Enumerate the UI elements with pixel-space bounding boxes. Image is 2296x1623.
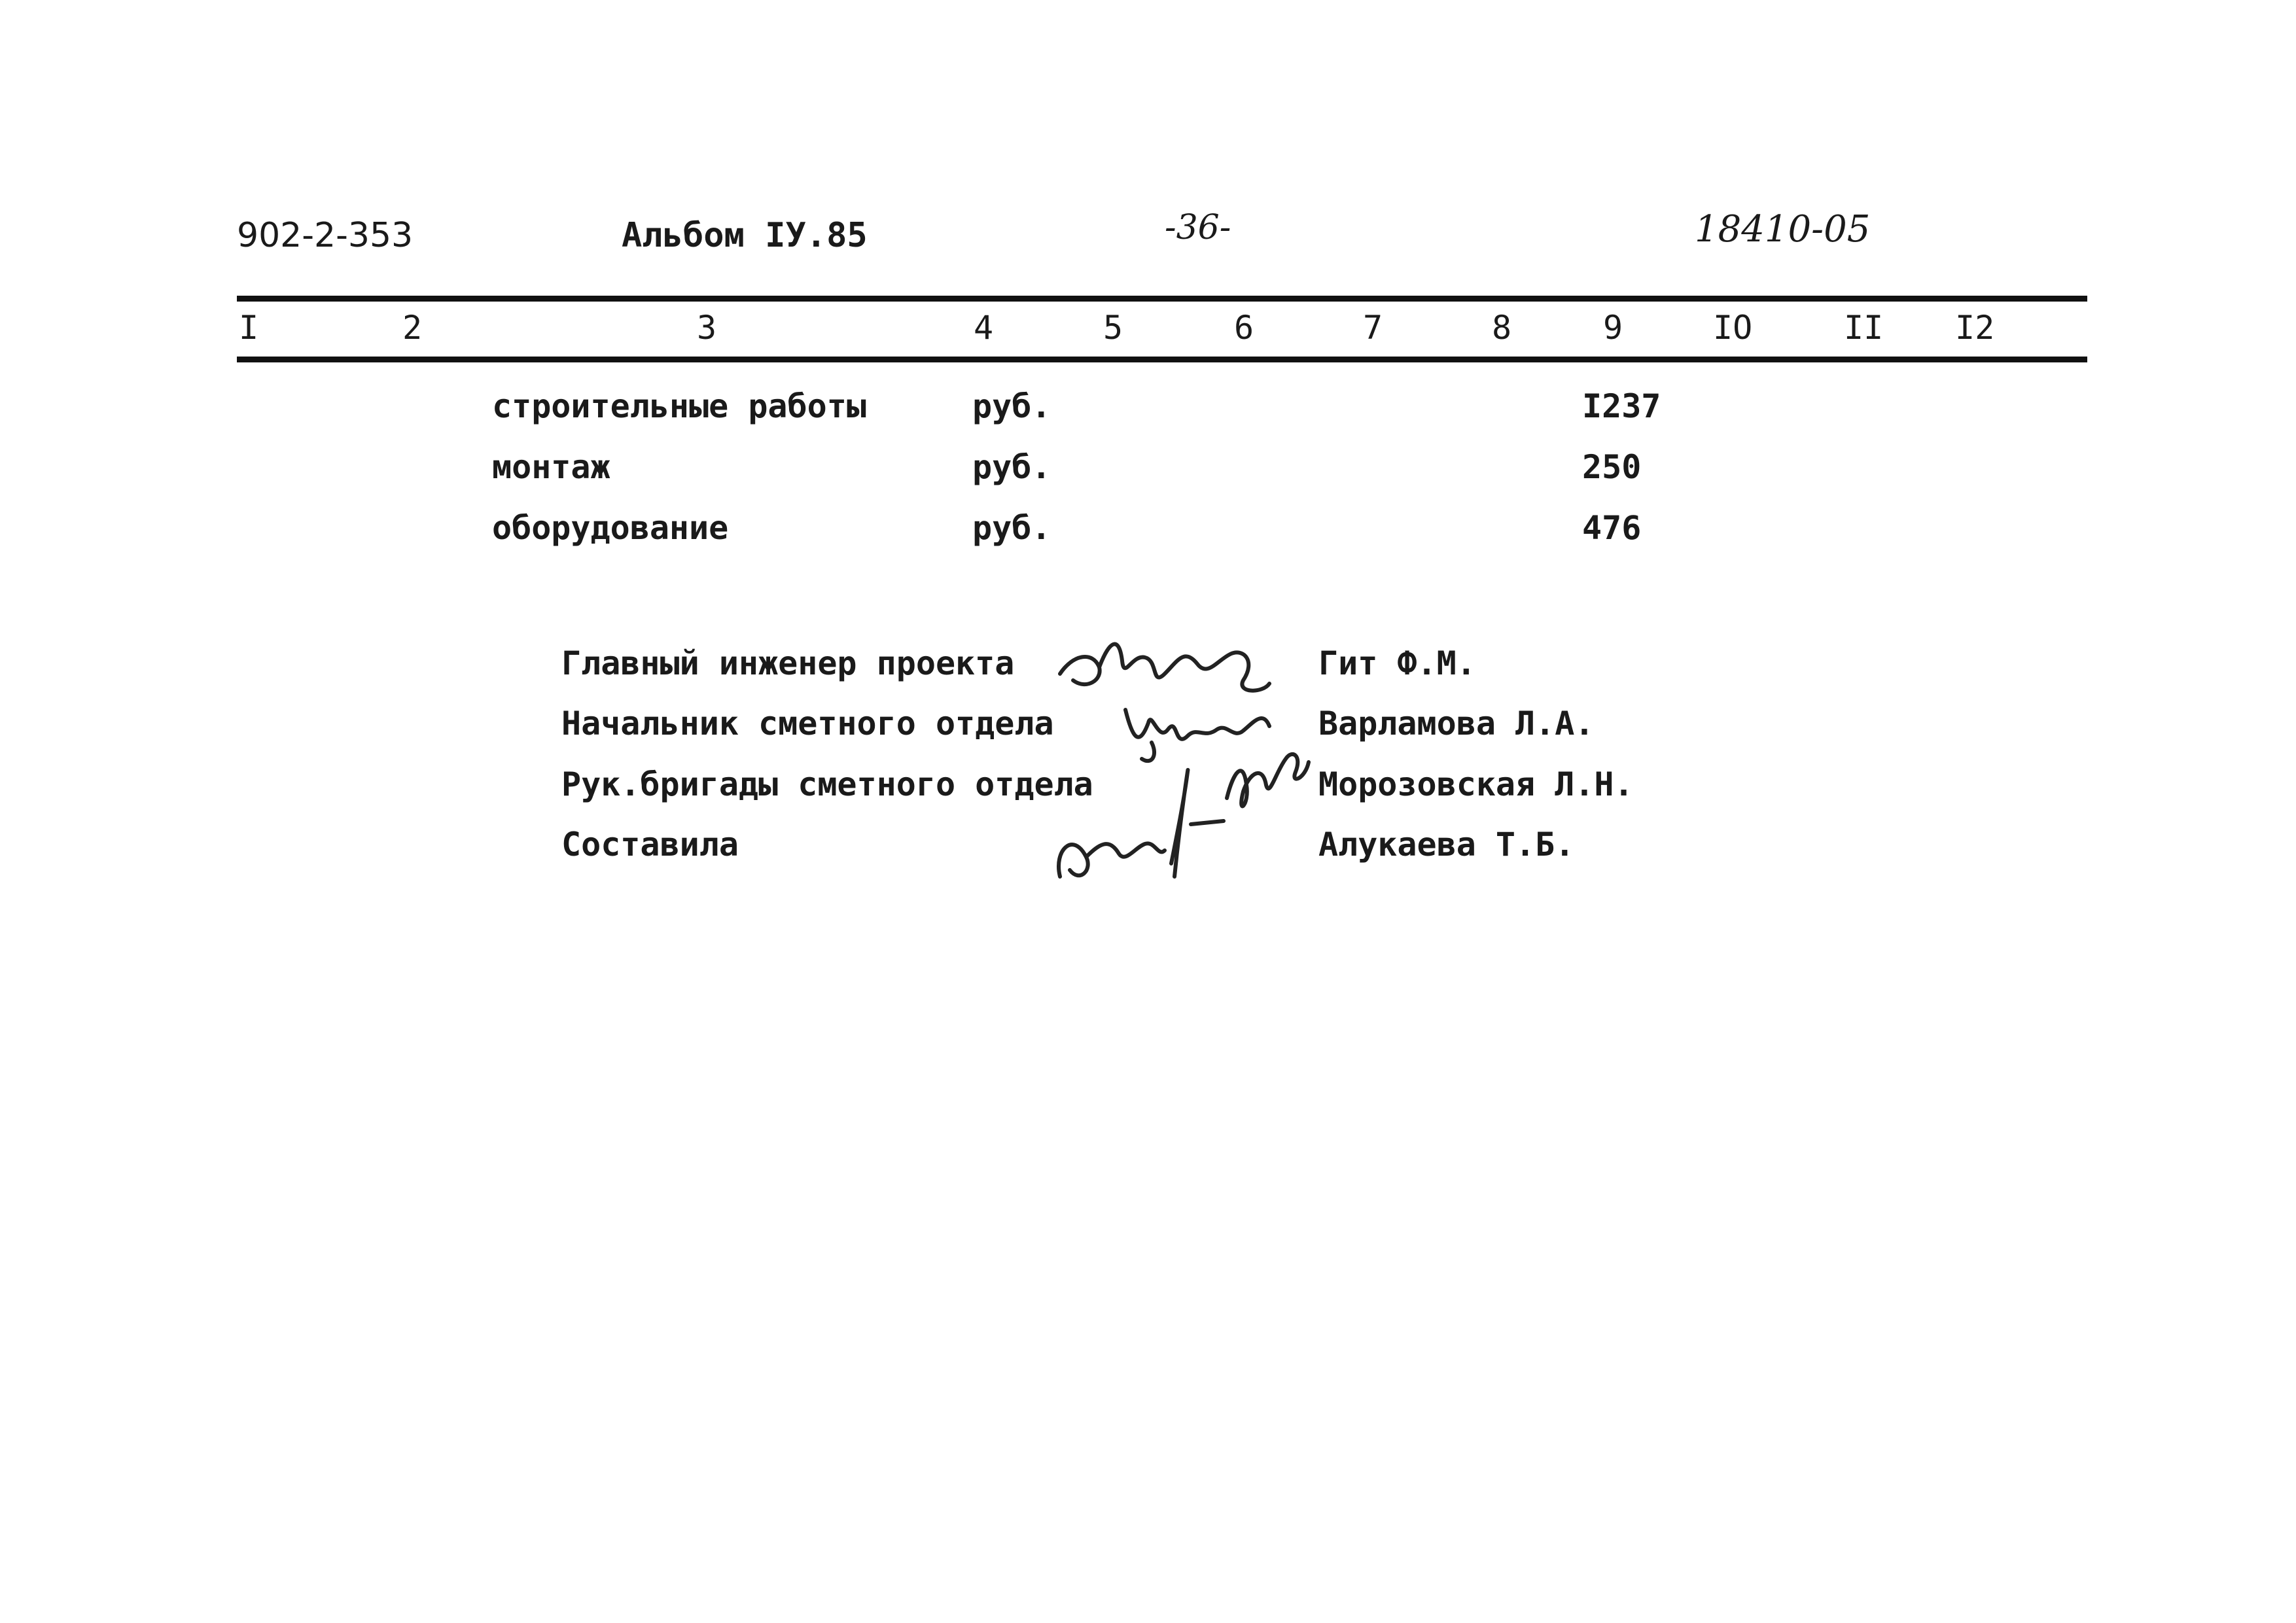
column-number: 4 xyxy=(974,309,994,347)
document-number: 18410-05 xyxy=(1695,208,1871,251)
row-value: 476 xyxy=(1582,509,1642,547)
row-name: строительные работы xyxy=(492,387,866,425)
signature-person: Гит Ф.М. xyxy=(1318,644,1476,682)
table-top-rule xyxy=(237,296,2087,302)
signature-role: Главный инженер проекта xyxy=(561,644,1015,682)
row-name: оборудование xyxy=(492,509,729,547)
column-number: 5 xyxy=(1103,309,1123,347)
signature-role: Составила xyxy=(561,826,739,864)
signature-person: Алукаева Т.Б. xyxy=(1318,826,1575,864)
column-number: 2 xyxy=(402,309,423,347)
column-number: II xyxy=(1844,309,1884,347)
column-number: 8 xyxy=(1492,309,1512,347)
handwritten-signature xyxy=(1047,733,1322,890)
column-number: 3 xyxy=(697,309,717,347)
column-number: 9 xyxy=(1603,309,1623,347)
column-number: I xyxy=(239,309,259,347)
row-name: монтаж xyxy=(492,448,610,486)
column-number: 7 xyxy=(1363,309,1383,347)
row-unit: руб. xyxy=(972,509,1051,547)
column-number: IO xyxy=(1713,309,1753,347)
document-code: 902-2-353 xyxy=(237,216,414,255)
signature-person: Варламова Л.А. xyxy=(1318,705,1595,742)
column-number: 6 xyxy=(1234,309,1254,347)
row-unit: руб. xyxy=(972,448,1051,486)
signature-person: Морозовская Л.Н. xyxy=(1318,765,1634,803)
page-number: -36- xyxy=(1165,208,1231,247)
row-value: I237 xyxy=(1582,387,1661,425)
row-unit: руб. xyxy=(972,387,1051,425)
signature-role: Начальник сметного отдела xyxy=(561,705,1054,742)
table-header-rule xyxy=(237,357,2087,362)
row-value: 250 xyxy=(1582,448,1642,486)
signature-role: Рук.бригады сметного отдела xyxy=(561,765,1093,803)
column-number: I2 xyxy=(1955,309,1995,347)
album-label: Альбом IУ.85 xyxy=(622,216,868,255)
